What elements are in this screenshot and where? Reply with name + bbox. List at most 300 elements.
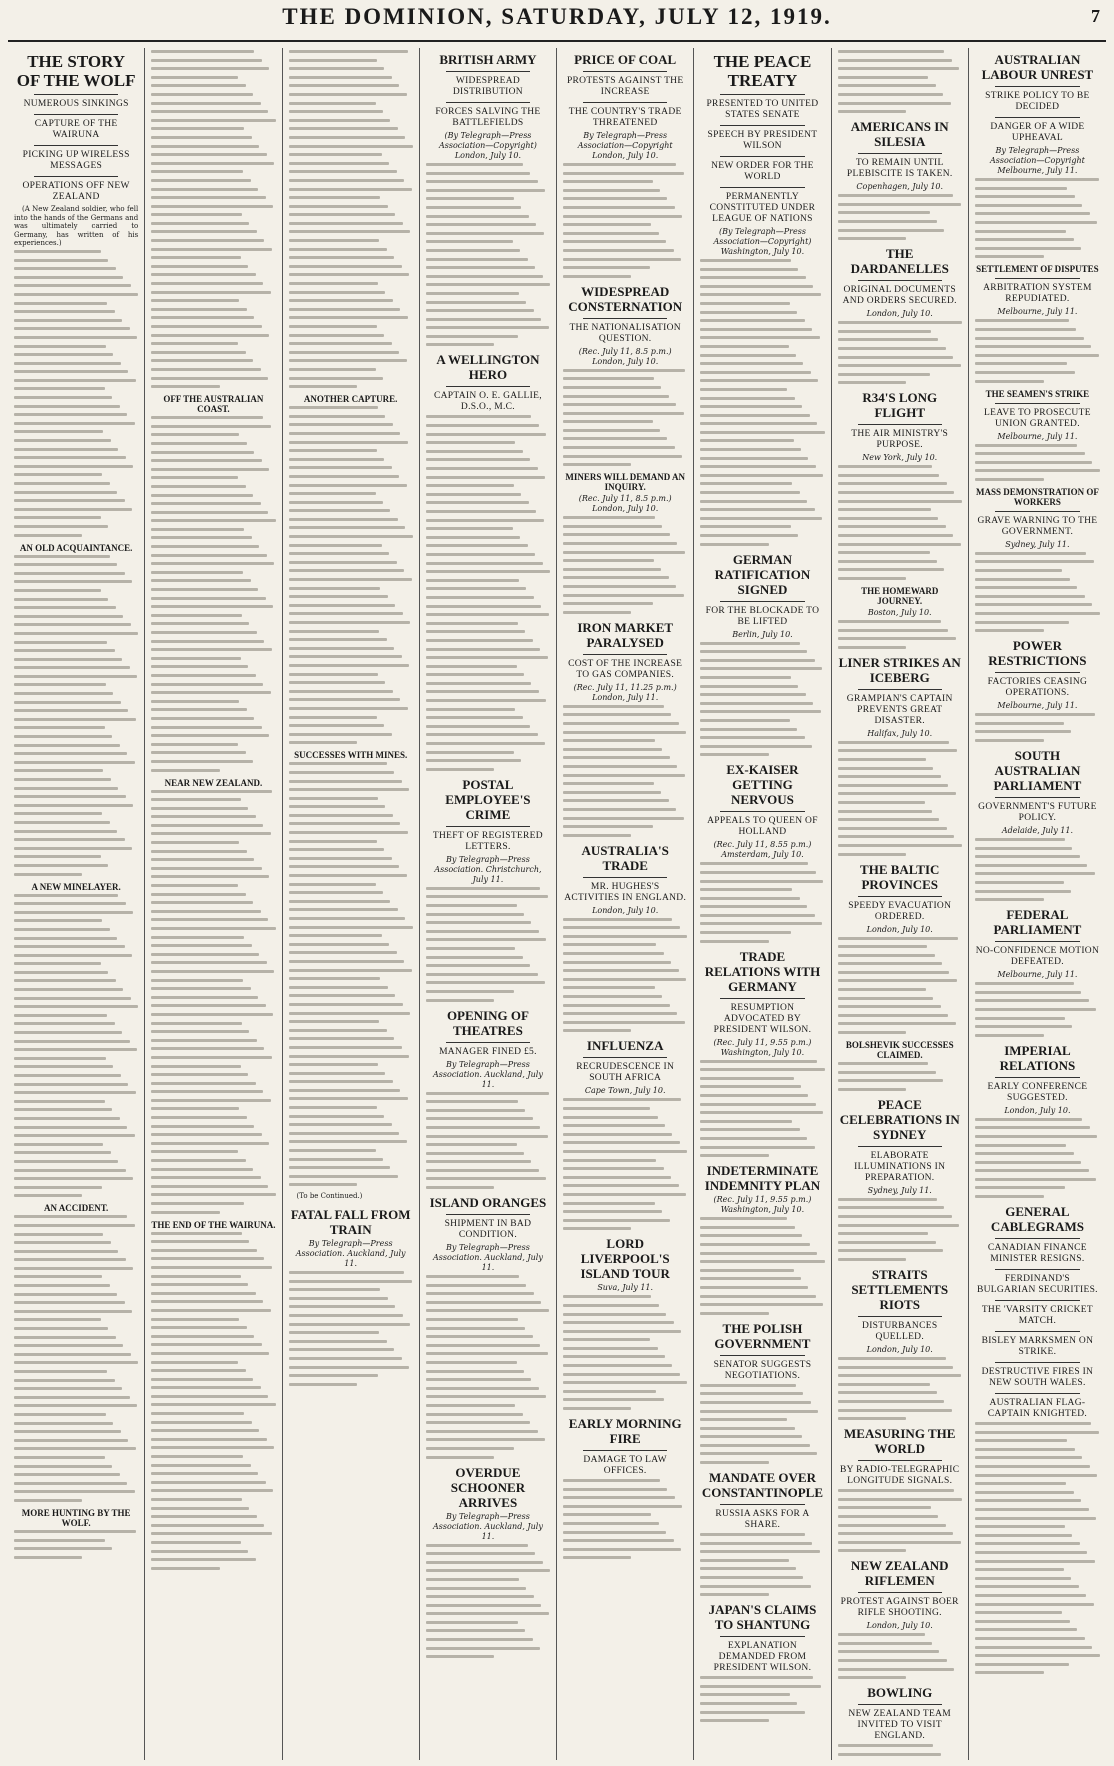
text-line	[289, 492, 376, 495]
subheading: MORE HUNTING BY THE WOLF.	[21, 1507, 131, 1528]
text-line	[700, 276, 806, 279]
text-line	[151, 605, 273, 608]
text-line	[151, 1090, 263, 1093]
text-line	[289, 325, 377, 328]
text-line	[289, 466, 392, 469]
text-line	[700, 685, 798, 688]
text-line	[700, 914, 814, 917]
text-line	[289, 797, 378, 800]
text-line	[151, 807, 248, 810]
text-line	[975, 1025, 1073, 1028]
deck-rule	[858, 1316, 942, 1317]
body-text-block	[426, 1092, 550, 1190]
deck-rule	[858, 1460, 942, 1461]
text-line	[14, 362, 121, 365]
body-text-block	[426, 415, 550, 770]
text-line	[426, 690, 539, 693]
article	[14, 1508, 138, 1559]
text-line	[426, 335, 518, 338]
text-line	[563, 1133, 672, 1136]
text-line	[289, 67, 385, 70]
text-line	[563, 791, 661, 794]
deck-rule	[995, 941, 1080, 942]
deck-line: STRIKE POLICY TO BE DECIDED	[985, 91, 1090, 112]
text-line	[426, 1569, 550, 1572]
body-text-block	[151, 416, 275, 771]
text-line	[151, 162, 274, 165]
text-line	[838, 1071, 936, 1074]
text-line	[289, 874, 407, 877]
deck-line: PICKING UP WIRELESS MESSAGES	[22, 150, 130, 171]
text-line	[700, 1542, 812, 1545]
text-line	[838, 962, 942, 965]
text-line	[14, 413, 127, 416]
body-text-block	[151, 50, 275, 388]
text-line	[289, 170, 397, 173]
text-line	[563, 1193, 686, 1196]
text-line	[426, 1629, 525, 1632]
article	[838, 1685, 962, 1760]
text-line	[700, 693, 806, 696]
text-line	[838, 551, 930, 554]
deck-line: WIDESPREAD DISTRIBUTION	[452, 76, 523, 97]
text-line	[289, 368, 376, 371]
deck-rule	[720, 1636, 804, 1637]
text-line	[14, 379, 136, 382]
text-line	[289, 526, 406, 529]
headline: PRICE OF COAL	[574, 52, 677, 67]
deck-line: LEAVE TO PROSECUTE UNION GRANTED.	[984, 407, 1091, 429]
text-line	[289, 917, 406, 920]
text-line	[426, 1361, 517, 1364]
text-line	[838, 827, 947, 830]
text-line	[838, 1022, 956, 1025]
text-line	[563, 705, 664, 708]
dateline: (Rec. July 11, 9.55 p.m.) Washington, July 10.	[713, 1037, 812, 1057]
text-line	[14, 1233, 103, 1236]
headline: SOUTH AUSTRALIAN PARLIAMENT	[993, 748, 1082, 793]
text-line	[975, 247, 1081, 250]
text-line	[426, 1284, 527, 1287]
text-line	[151, 562, 274, 565]
article	[289, 1207, 413, 1386]
column-1	[8, 48, 145, 1760]
deck-line: ELABORATE ILLUMINATIONS IN PREPARATION.	[854, 1150, 946, 1183]
text-line	[289, 698, 401, 701]
text-line	[838, 988, 926, 991]
text-line	[289, 552, 390, 555]
text-line	[700, 422, 817, 425]
text-line	[426, 318, 542, 321]
article	[563, 843, 687, 1033]
text-line	[838, 229, 945, 232]
dateline: London, July 10.	[866, 309, 933, 319]
deck-rule	[995, 672, 1080, 673]
text-line	[289, 1323, 411, 1326]
headline: IMPERIAL RELATIONS	[999, 1042, 1076, 1073]
deck-line: GOVERNMENT'S FUTURE POLICY.	[978, 802, 1097, 823]
text-line	[289, 569, 405, 572]
text-line	[289, 655, 402, 658]
text-line	[838, 1753, 941, 1756]
text-line	[14, 353, 113, 356]
column-3	[283, 48, 420, 1760]
text-line	[14, 1465, 112, 1468]
text-line	[426, 343, 494, 346]
text-line	[700, 659, 814, 662]
text-line	[838, 1249, 944, 1252]
text-line	[426, 180, 538, 183]
deck-rule	[720, 1355, 804, 1356]
text-line	[289, 587, 381, 590]
text-line	[700, 1277, 801, 1280]
text-line	[14, 902, 126, 905]
body-text-block	[563, 1295, 687, 1410]
text-line	[426, 1292, 534, 1295]
text-line	[289, 1357, 402, 1360]
article	[426, 1465, 550, 1659]
text-line	[700, 1312, 768, 1315]
text-line	[975, 1422, 1091, 1425]
text-line	[289, 406, 378, 409]
text-line	[289, 377, 383, 380]
text-line	[426, 232, 544, 235]
text-line	[151, 1125, 254, 1128]
body-text-block	[700, 259, 824, 546]
text-line	[426, 1275, 519, 1278]
text-line	[975, 1654, 1100, 1657]
text-line	[426, 733, 538, 736]
text-line	[700, 922, 822, 925]
text-line	[14, 1022, 115, 1025]
text-line	[975, 371, 1075, 374]
text-line	[289, 458, 385, 461]
text-line	[151, 528, 244, 531]
text-line	[151, 1004, 265, 1007]
text-line	[151, 179, 250, 182]
deck-rule	[995, 1393, 1080, 1394]
text-line	[975, 603, 1093, 606]
text-line	[975, 1144, 1066, 1147]
text-line	[838, 741, 950, 744]
text-line	[975, 1135, 1098, 1138]
text-line	[289, 1063, 378, 1066]
text-line	[700, 1128, 799, 1131]
article	[700, 552, 824, 757]
text-line	[289, 334, 385, 337]
text-line	[151, 769, 219, 772]
text-line	[289, 707, 408, 710]
body-text-block	[14, 555, 138, 876]
deck-rule	[446, 102, 530, 103]
headline: OVERDUE SCHOONER ARRIVES	[450, 1464, 526, 1510]
text-line	[426, 1561, 543, 1564]
text-line	[289, 926, 413, 929]
text-line	[838, 102, 951, 105]
text-line	[838, 237, 906, 240]
deck-rule	[995, 797, 1080, 798]
text-line	[151, 1039, 257, 1042]
text-line	[289, 951, 397, 954]
text-line	[289, 612, 403, 615]
text-line	[563, 197, 667, 200]
headline: MEASURING THE WORLD	[844, 1426, 956, 1457]
text-line	[426, 1404, 515, 1407]
text-line	[426, 424, 539, 427]
text-line	[975, 354, 1099, 357]
text-line	[151, 1168, 253, 1171]
text-line	[700, 397, 794, 400]
text-line	[563, 1381, 687, 1384]
text-line	[563, 995, 662, 998]
text-line	[838, 1014, 949, 1017]
dateline: Berlin, July 10.	[732, 629, 793, 639]
text-line	[151, 84, 245, 87]
text-line	[838, 749, 957, 752]
text-line	[151, 545, 259, 548]
dateline: Melbourne, July 11.	[997, 431, 1078, 441]
deck-rule	[995, 511, 1080, 512]
text-line	[700, 940, 768, 943]
text-line	[838, 534, 954, 537]
text-line	[151, 308, 247, 311]
text-line	[975, 991, 1081, 994]
text-line	[151, 571, 243, 574]
text-line	[14, 516, 101, 519]
text-line	[14, 1530, 136, 1533]
body-text-block	[838, 465, 962, 580]
deck-line: GRAMPIAN'S CAPTAIN PREVENTS GREAT DISASTER.	[846, 693, 953, 726]
dateline: New York, July 10.	[862, 453, 938, 463]
text-line	[700, 354, 796, 357]
text-line	[151, 316, 254, 319]
text-line	[151, 59, 262, 62]
text-line	[426, 1117, 533, 1120]
text-line	[700, 517, 822, 520]
text-line	[563, 935, 687, 938]
text-line	[426, 433, 547, 436]
text-line	[700, 905, 807, 908]
text-line	[838, 482, 947, 485]
text-line	[151, 665, 248, 668]
text-line	[151, 1013, 273, 1016]
text-line	[14, 675, 137, 678]
text-line	[151, 1541, 240, 1544]
text-line	[151, 1022, 242, 1025]
body-text-block	[838, 1198, 962, 1261]
text-line	[14, 830, 117, 833]
text-line	[838, 381, 906, 384]
text-line	[426, 1387, 539, 1390]
paragraph: (A New Zealand soldier, who fell into the hands of the Germans and was ultimately carried to Germany, has written of his experiences.)	[14, 205, 139, 248]
text-line	[838, 1232, 929, 1235]
article	[838, 390, 962, 580]
deck-line: DISTURBANCES QUELLED.	[862, 1320, 938, 1342]
text-line	[426, 613, 549, 616]
text-line	[151, 230, 257, 233]
text-line	[151, 631, 257, 634]
text-line	[289, 179, 405, 182]
text-line	[426, 768, 494, 771]
text-line	[289, 423, 393, 426]
subheading: OFF THE AUSTRALIAN COAST.	[163, 394, 264, 415]
deck-rule	[583, 71, 667, 72]
deck-rule	[858, 896, 942, 897]
text-line	[426, 1544, 528, 1547]
deck-line: CAPTAIN O. E. GALLIE, D.S.O., M.C.	[433, 391, 542, 413]
text-line	[975, 722, 1064, 725]
article	[426, 1008, 550, 1190]
article	[838, 50, 962, 113]
article	[426, 1195, 550, 1458]
subheading: A NEW MINELAYER.	[31, 881, 121, 892]
text-line	[151, 1369, 245, 1372]
text-line	[151, 648, 272, 651]
article	[975, 638, 1100, 742]
text-line	[14, 701, 121, 704]
text-line	[426, 1160, 532, 1163]
headline: POSTAL EMPLOYEE'S CRIME	[445, 776, 531, 822]
text-line	[700, 1392, 803, 1395]
text-line	[14, 473, 102, 476]
body-text-block	[289, 50, 413, 388]
text-line	[426, 275, 543, 278]
text-line	[151, 1524, 264, 1527]
text-line	[14, 1143, 103, 1146]
text-line	[289, 1029, 387, 1032]
text-line	[838, 1079, 944, 1082]
text-line	[563, 825, 652, 828]
text-line	[975, 221, 1098, 224]
text-line	[289, 857, 392, 860]
text-line	[151, 597, 265, 600]
text-line	[563, 240, 666, 243]
deck-line: EXPLANATION DEMANDED FROM PRESIDENT WILSON.	[713, 1641, 812, 1674]
text-line	[700, 534, 798, 537]
text-line	[14, 1336, 116, 1339]
dateline: Suva, July 11.	[597, 1283, 654, 1293]
text-line	[151, 1202, 244, 1205]
text-line	[426, 562, 543, 565]
text-line	[975, 1431, 1099, 1434]
article	[563, 284, 687, 467]
text-line	[975, 713, 1095, 716]
deck-line: PROTESTS AGAINST THE INCREASE	[566, 76, 684, 97]
text-line	[289, 977, 381, 980]
text-line	[14, 1031, 122, 1034]
text-line	[151, 1292, 255, 1295]
text-line	[563, 1313, 666, 1316]
headline: THE BALTIC PROVINCES	[860, 861, 940, 892]
text-line	[289, 316, 408, 319]
text-line	[151, 1107, 239, 1110]
text-line	[838, 1409, 952, 1412]
text-line	[151, 222, 249, 225]
deck-line: DAMAGE TO LAW OFFICES.	[583, 1455, 667, 1477]
paragraph: (To be Continued.)	[296, 1192, 363, 1201]
text-line	[700, 311, 797, 314]
text-line	[289, 110, 383, 113]
text-line	[151, 170, 243, 173]
deck-rule	[720, 998, 804, 999]
text-line	[151, 700, 239, 703]
text-line	[700, 1702, 797, 1705]
text-line	[289, 1080, 393, 1083]
text-line	[700, 457, 808, 460]
text-line	[289, 1055, 410, 1058]
text-line	[151, 1176, 260, 1179]
text-line	[426, 206, 522, 209]
text-line	[426, 656, 548, 659]
text-line	[975, 612, 1100, 615]
text-line	[838, 67, 960, 70]
text-line	[563, 1202, 655, 1205]
text-line	[700, 897, 799, 900]
text-line	[289, 265, 402, 268]
text-line	[838, 758, 926, 761]
text-line	[838, 1532, 954, 1535]
text-line	[14, 1422, 113, 1425]
text-line	[563, 731, 686, 734]
text-line	[151, 1472, 258, 1475]
column-5	[557, 48, 694, 1760]
text-line	[700, 745, 812, 748]
text-line	[151, 494, 253, 497]
text-line	[838, 59, 952, 62]
text-line	[151, 153, 267, 156]
deck-line: SHIPMENT IN BAD CONDITION.	[444, 1219, 532, 1241]
article	[563, 472, 687, 614]
text-line	[975, 552, 1086, 555]
text-line	[700, 1295, 816, 1298]
article	[838, 655, 962, 856]
text-line	[838, 1062, 929, 1065]
text-line	[289, 385, 357, 388]
deck-rule	[720, 94, 804, 95]
body-text-block	[838, 1744, 962, 1760]
text-line	[975, 872, 1095, 875]
body-text-block	[563, 163, 687, 278]
text-line	[151, 1558, 255, 1561]
text-line	[700, 431, 824, 434]
headline: AUSTRALIA'S TRADE	[581, 842, 669, 873]
text-line	[838, 1258, 906, 1261]
text-line	[151, 1047, 264, 1050]
deck-line: FOR THE BLOCKADE TO BE LIFTED	[705, 605, 820, 627]
text-line	[14, 259, 108, 262]
deck-rule	[995, 1269, 1080, 1270]
text-line	[838, 1549, 906, 1552]
text-line	[151, 734, 269, 737]
text-line	[838, 1357, 946, 1360]
text-line	[563, 1107, 650, 1110]
text-line	[426, 1169, 539, 1172]
text-line	[975, 452, 1085, 455]
deck-line: RECRUDESCENCE IN SOUTH AFRICA	[576, 1062, 675, 1084]
deck-rule	[583, 654, 667, 655]
text-line	[426, 938, 547, 941]
text-line	[975, 1448, 1075, 1451]
deck-line: PROTEST AGAINST BOER RIFLE SHOOTING.	[840, 1597, 959, 1619]
text-line	[14, 491, 117, 494]
text-line	[838, 767, 934, 770]
deck-rule	[720, 125, 804, 126]
text-line	[151, 832, 270, 835]
text-line	[563, 1355, 665, 1358]
text-line	[151, 256, 240, 259]
text-line	[14, 1447, 136, 1450]
text-line	[289, 1097, 408, 1100]
